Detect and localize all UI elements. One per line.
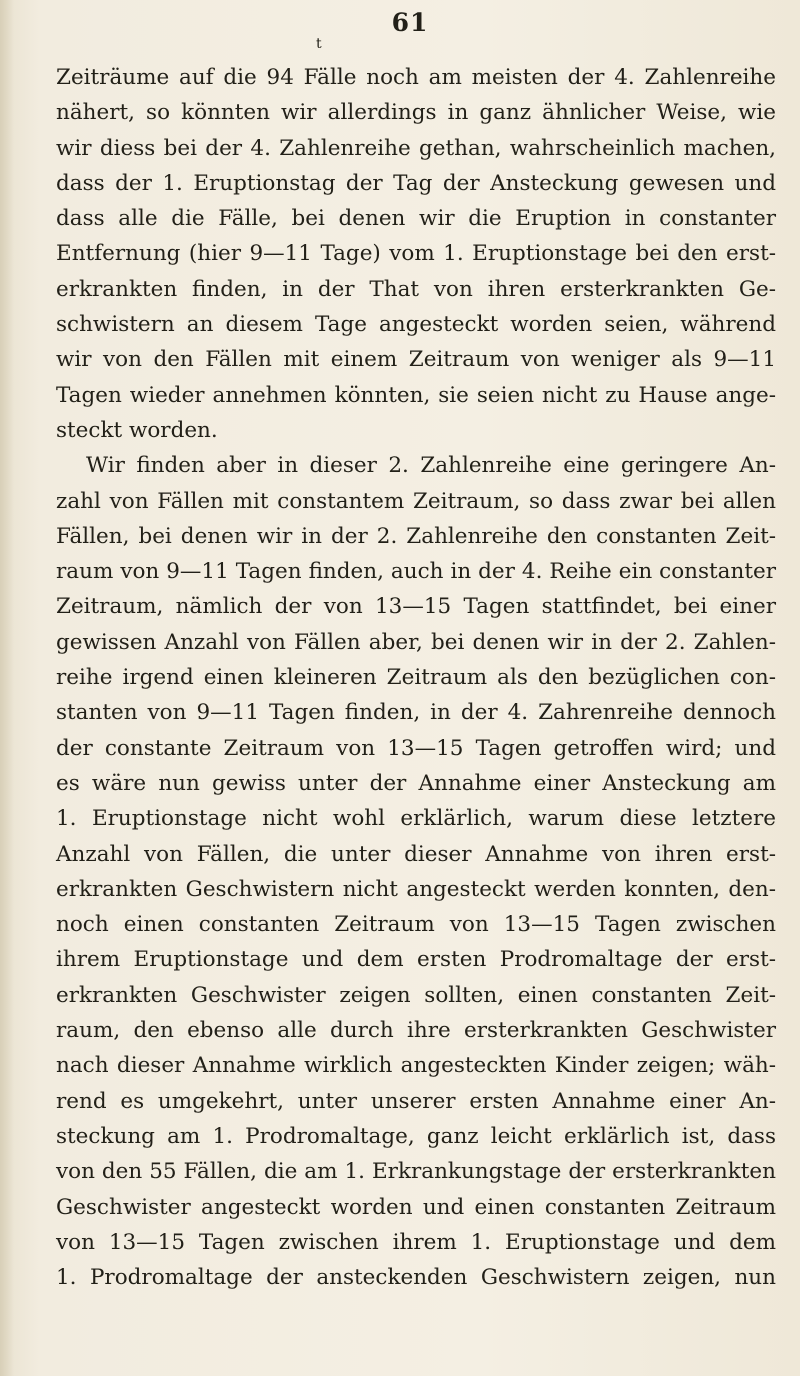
body-text <box>56 60 776 1295</box>
text-line: schwistern an diesem Tage angesteckt worden seien, während <box>56 312 776 338</box>
text-line: dass der 1. Eruptionstag der Tag der Ansteckung gewesen und <box>56 170 776 196</box>
text-line: der constante Zeitraum von 13—15 Tagen getroffen wird; und <box>56 735 776 761</box>
text-line: wir von den Fällen mit einem Zeitraum von weniger als 9—11 <box>56 347 776 373</box>
text-line: steckung am 1. Prodromaltage, ganz leicht erklärlich ist, dass <box>56 1123 776 1149</box>
text-line: 1. Eruptionstage nicht wohl erklärlich, warum diese letztere <box>56 806 776 832</box>
text-line: von den 55 Fällen, die am 1. Erkrankungstage der ersterkrankten <box>56 1159 776 1185</box>
text-line: rend es umgekehrt, unter unserer ersten Annahme einer An- <box>56 1088 776 1114</box>
text-line: raum von 9—11 Tagen finden, auch in der 4. Reihe ein constanter <box>56 559 776 585</box>
text-line: 1. Prodromaltage der ansteckenden Geschwistern zeigen, nun <box>56 1265 776 1291</box>
text-line: gewissen Anzahl von Fällen aber, bei denen wir in der 2. Zahlen- <box>56 629 776 655</box>
text-line: von 13—15 Tagen zwischen ihrem 1. Eruptionstage und dem <box>56 1229 776 1255</box>
text-line: Zeitraum, nämlich der von 13—15 Tagen stattfindet, bei einer <box>56 594 776 620</box>
text-line: erkrankten Geschwistern nicht angesteckt werden konnten, den- <box>56 876 776 902</box>
text-line: steckt worden. <box>56 417 218 443</box>
text-line: nach dieser Annahme wirklich angesteckten Kinder zeigen; wäh- <box>56 1053 776 1079</box>
text-line: Entfernung (hier 9—11 Tage) vom 1. Eruptionstage bei den erst- <box>56 241 776 267</box>
text-line: ihrem Eruptionstage und dem ersten Prodromaltage der erst- <box>56 947 776 973</box>
text-line: Anzahl von Fällen, die unter dieser Annahme von ihren erst- <box>56 841 776 867</box>
text-line: zahl von Fällen mit constantem Zeitraum, so dass zwar bei allen <box>56 488 776 514</box>
text-line: wir diess bei der 4. Zahlenreihe gethan, wahrscheinlich machen, <box>56 135 776 161</box>
text-line: Fällen, bei denen wir in der 2. Zahlenreihe den constanten Zeit- <box>56 523 776 549</box>
text-line: es wäre nun gewiss unter der Annahme einer Ansteckung am <box>56 770 776 796</box>
text-line: raum, den ebenso alle durch ihre ersterkrankten Geschwister <box>56 1018 776 1044</box>
text-line: reihe irgend einen kleineren Zeitraum als den bezüglichen con- <box>56 665 776 691</box>
text-line: erkrankten finden, in der That von ihren ersterkrankten Ge- <box>56 276 776 302</box>
text-line: dass alle die Fälle, bei denen wir die Eruption in constanter <box>56 206 776 232</box>
page-number: 61 <box>391 8 429 37</box>
page-binding-shadow <box>0 0 14 1376</box>
text-line: Tagen wieder annehmen könnten, sie seien nicht zu Hause ange- <box>56 382 776 408</box>
text-line: Zeiträume auf die 94 Fälle noch am meisten der 4. Zahlenreihe <box>56 65 776 90</box>
text-line: Geschwister angesteckt worden und einen constanten Zeitraum <box>56 1194 776 1220</box>
stray-print-mark: t <box>316 36 322 52</box>
text-line: nähert, so könnten wir allerdings in ganz ähnlicher Weise, wie <box>56 100 776 126</box>
text-line: stanten von 9—11 Tagen finden, in der 4. Zahrenreihe dennoch <box>56 700 776 726</box>
text-line: erkrankten Geschwister zeigen sollten, einen constanten Zeit- <box>56 982 776 1008</box>
text-line: Wir finden aber in dieser 2. Zahlenreihe eine geringere An- <box>86 453 776 479</box>
text-line: noch einen constanten Zeitraum von 13—15 Tagen zwischen <box>56 912 776 938</box>
